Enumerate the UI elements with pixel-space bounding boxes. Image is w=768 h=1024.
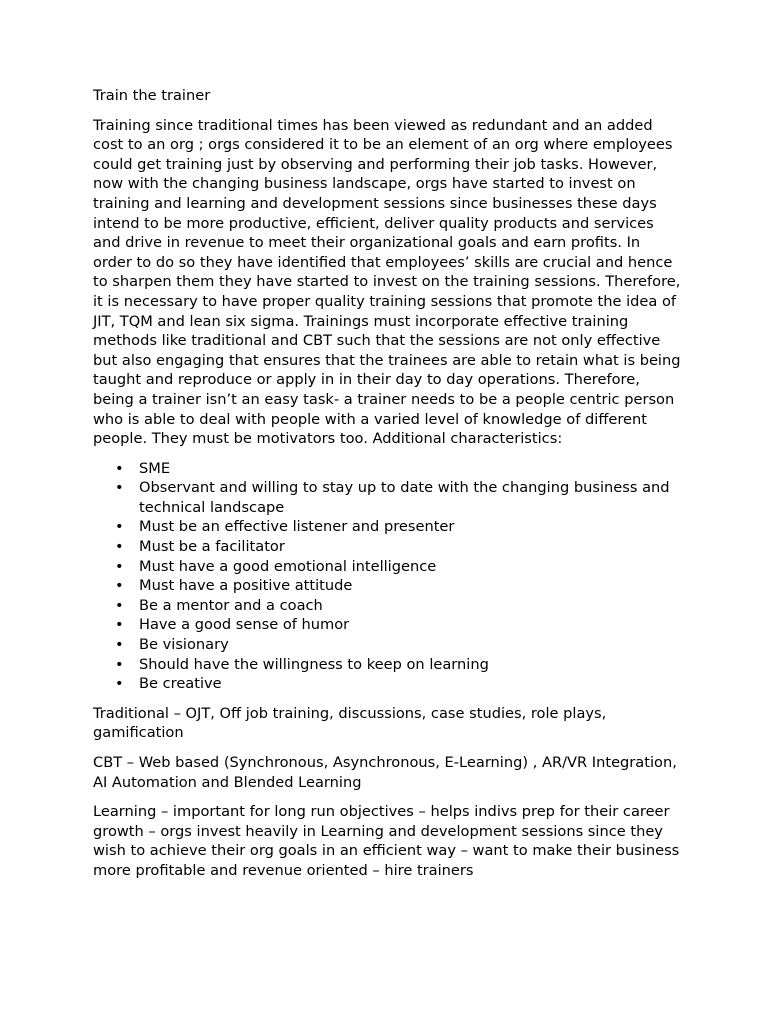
list-item-text: SME bbox=[139, 459, 171, 477]
list-item-text: Must have a good emotional intelligence bbox=[139, 557, 437, 575]
list-item-text: Must be a facilitator bbox=[139, 538, 285, 556]
list-item-text: Observant and willing to stay up to date with the changing business and technical landscape bbox=[139, 479, 670, 516]
characteristics-list bbox=[93, 459, 683, 694]
list-item bbox=[93, 576, 683, 596]
cbt-paragraph: CBT – Web based (Synchronous, Asynchronous, E-Learning) , AR/VR Integration, AI Automation and Blended Learning bbox=[93, 754, 677, 791]
bullet-icon: • bbox=[115, 616, 124, 634]
document-title: Train the trainer bbox=[93, 87, 211, 104]
list-item-text: Be creative bbox=[139, 675, 222, 693]
bullet-icon: • bbox=[115, 459, 124, 477]
bullet-icon: • bbox=[115, 479, 124, 497]
traditional-paragraph: Traditional – OJT, Off job training, discussions, case studies, role plays, gamification bbox=[93, 704, 607, 742]
bullet-icon: • bbox=[115, 518, 124, 536]
list-item-text: Must have a positive attitude bbox=[139, 577, 353, 595]
list-item bbox=[93, 478, 683, 517]
list-item bbox=[93, 615, 683, 635]
list-item bbox=[93, 674, 683, 694]
list-item bbox=[93, 635, 683, 655]
list-item-text: Have a good sense of humor bbox=[139, 616, 350, 634]
learning-paragraph: Learning – important for long run objectives – helps indivs prep for their career growth – orgs invest heavily in Learning and development sessions since they wish to achieve their org goals in an efficient way – want to make their business more profitable and revenue oriented – hire trainers bbox=[93, 803, 680, 879]
bullet-icon: • bbox=[115, 596, 124, 614]
bullet-icon: • bbox=[115, 538, 124, 556]
bullet-icon: • bbox=[115, 655, 124, 673]
list-item bbox=[93, 596, 683, 616]
bullet-icon: • bbox=[115, 557, 124, 575]
bullet-icon: • bbox=[115, 675, 124, 693]
list-item-text: Should have the willingness to keep on learning bbox=[139, 655, 489, 673]
bullet-icon: • bbox=[115, 636, 124, 654]
list-item-text: Must be an effective listener and presenter bbox=[139, 518, 455, 536]
list-item bbox=[93, 459, 683, 479]
document-page bbox=[93, 86, 683, 891]
intro-paragraph: Training since traditional times has been viewed as redundant and an added cost to an org ; orgs considered it to be an element of an org where employees could get training just by observing and performing their job tasks. However, now with the changing business landscape, orgs have started to invest on training and learning and development sessions since businesses these days intend to be more productive, efficient, deliver quality products and services and drive in revenue to meet their organizational goals and earn profits. In order to do so they have identified that employees’ skills are crucial and hence to sharpen them they have started to invest on the training sessions. Therefore, it is necessary to have proper quality training sessions that promote the idea of JIT, TQM and lean six sigma. Trainings must incorporate effective training methods like traditional and CBT such that the sessions are not only effective but also engaging that ensures that the trainees are able to retain what is being taught and reproduce or apply in in their day to day operations. Therefore, being a trainer isn’t an easy task- a trainer needs to be a people centric person who is able to deal with people with a varied level of knowledge of different people. They must be motivators too. Additional characteristics: bbox=[93, 116, 681, 448]
list-item bbox=[93, 557, 683, 577]
list-item bbox=[93, 537, 683, 557]
bullet-icon: • bbox=[115, 577, 124, 595]
list-item-text: Be a mentor and a coach bbox=[139, 596, 323, 614]
list-item bbox=[93, 517, 683, 537]
list-item-text: Be visionary bbox=[139, 636, 229, 654]
list-item bbox=[93, 655, 683, 675]
